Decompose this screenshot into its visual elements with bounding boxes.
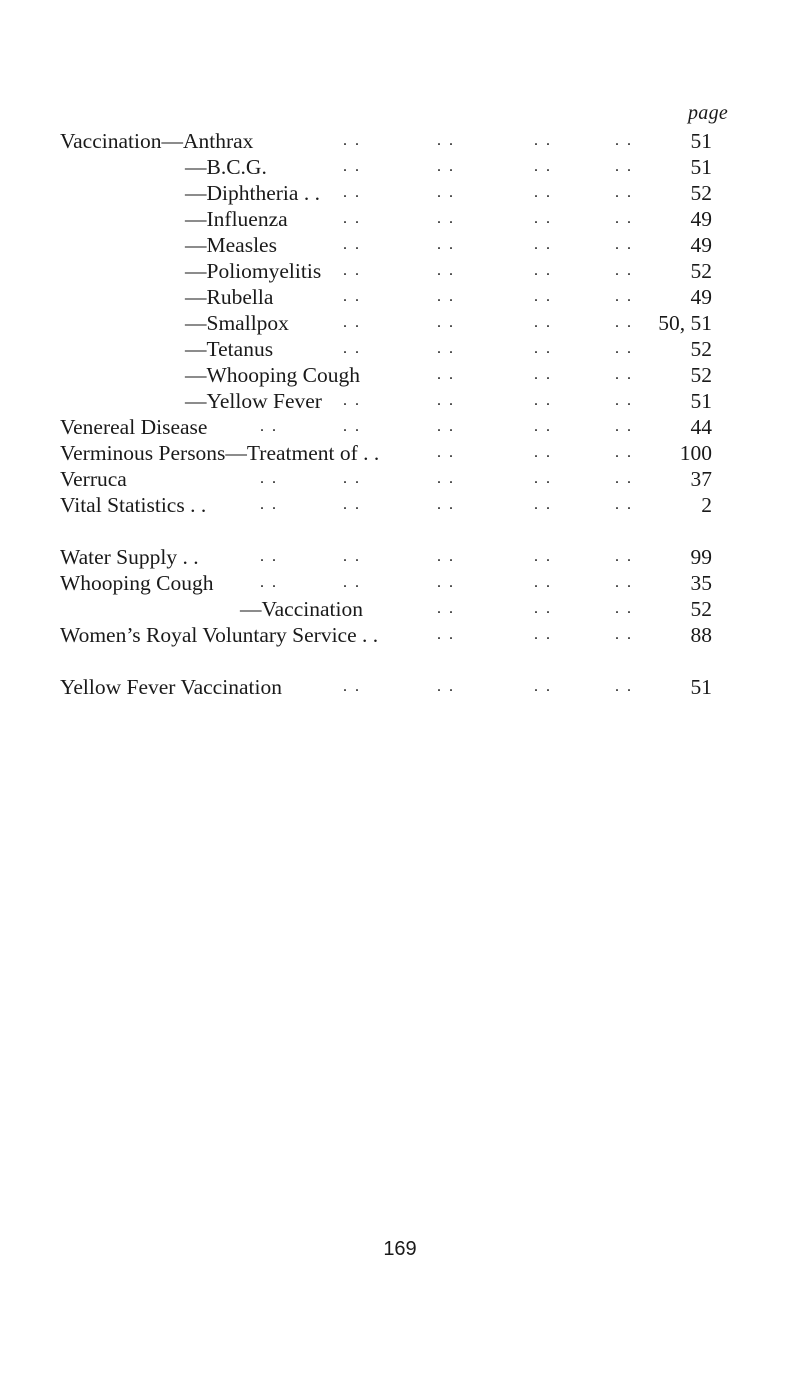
index-entry <box>60 388 712 414</box>
index-entry <box>60 336 712 362</box>
dot-leaders: . . . . . . . . . . <box>260 470 633 487</box>
index-entry <box>60 596 712 622</box>
index-entry <box>60 622 712 648</box>
index-term: —Vaccination <box>240 597 363 621</box>
index-entry <box>60 284 712 310</box>
index-entry <box>60 206 712 232</box>
dot-leaders: . . . . . . . . <box>343 314 633 331</box>
page-reference: 52 <box>690 363 712 387</box>
index-term: —Tetanus <box>185 337 274 361</box>
index-entry <box>60 544 712 570</box>
dot-leaders: . . . . . . . . <box>343 158 633 175</box>
index-entry <box>60 258 712 284</box>
dot-leaders: . . . . . . . . <box>343 210 633 227</box>
index-entry <box>60 232 712 258</box>
dot-leaders: . . . . . . <box>437 600 633 617</box>
section-spacer <box>60 518 712 544</box>
page-reference: 51 <box>690 675 712 699</box>
page-reference: 49 <box>690 233 712 257</box>
index-term: —Smallpox <box>185 311 289 335</box>
dot-leaders: . . . . . . . . <box>343 392 633 409</box>
dot-leaders: . . . . . . . . <box>343 288 633 305</box>
page-reference: 52 <box>690 259 712 283</box>
index-term: Women’s Royal Voluntary Service . . <box>60 623 379 647</box>
dot-leaders: . . . . . . . . <box>343 184 633 201</box>
page-reference: 35 <box>690 571 712 595</box>
index-list <box>60 128 712 700</box>
dot-leaders: . . . . . . <box>437 444 633 461</box>
page-reference: 88 <box>690 623 712 647</box>
page-reference: 50, 51 <box>658 311 712 335</box>
index-term: —Diphtheria . . <box>185 181 320 205</box>
dot-leaders: . . . . . . . . <box>343 236 633 253</box>
page-reference: 52 <box>690 337 712 361</box>
dot-leaders: . . . . . . . . . . <box>260 418 633 435</box>
index-entry <box>60 154 712 180</box>
dot-leaders: . . . . . . . . . . <box>260 574 633 591</box>
index-term: —Influenza <box>185 207 288 231</box>
index-entry <box>60 440 712 466</box>
index-term: Vaccination—Anthrax <box>60 129 254 153</box>
page-reference: 44 <box>690 415 712 439</box>
dot-leaders: . . . . . . . . <box>343 340 633 357</box>
page-column-label: page <box>688 102 729 124</box>
page-reference: 49 <box>690 207 712 231</box>
page-reference: 37 <box>690 467 712 491</box>
index-entry <box>60 310 712 336</box>
page-reference: 100 <box>679 441 712 465</box>
index-entry <box>60 362 712 388</box>
index-term: Water Supply . . <box>60 545 199 569</box>
index-term: Verruca <box>60 467 127 491</box>
index-entry <box>60 466 712 492</box>
page-reference: 49 <box>690 285 712 309</box>
page-reference: 52 <box>690 597 712 621</box>
index-term: Whooping Cough <box>60 571 214 595</box>
index-entry <box>60 414 712 440</box>
page-number: 169 <box>383 1238 417 1260</box>
index-term: —Measles <box>185 233 277 257</box>
index-term: Venereal Disease <box>60 415 208 439</box>
dot-leaders: . . . . . . . . <box>343 132 633 149</box>
dot-leaders: . . . . . . . . <box>343 262 633 279</box>
index-entry <box>60 674 712 700</box>
index-term: —Rubella <box>185 285 274 309</box>
page-reference: 51 <box>690 389 712 413</box>
index-entry <box>60 128 712 154</box>
index-term: Yellow Fever Vaccination <box>60 675 282 699</box>
dot-leaders: . . . . . . . . <box>343 678 633 695</box>
dot-leaders: . . . . . . . . . . <box>260 548 633 565</box>
index-term: —Yellow Fever <box>185 389 322 413</box>
index-term: —Poliomyelitis <box>185 259 322 283</box>
index-entry <box>60 492 712 518</box>
page-reference: 52 <box>690 181 712 205</box>
dot-leaders: . . . . . . <box>437 626 633 643</box>
index-term: —Whooping Cough <box>185 363 360 387</box>
page-reference: 2 <box>701 493 712 517</box>
index-term: Verminous Persons—Treatment of . . <box>60 441 380 465</box>
index-entry <box>60 570 712 596</box>
page-reference: 51 <box>690 155 712 179</box>
index-term: —B.C.G. <box>185 155 267 179</box>
page-reference: 99 <box>690 545 712 569</box>
dot-leaders: . . . . . . <box>437 366 633 383</box>
section-spacer <box>60 648 712 674</box>
index-entry <box>60 180 712 206</box>
page-reference: 51 <box>690 129 712 153</box>
index-term: Vital Statistics . . <box>60 493 207 517</box>
dot-leaders: . . . . . . . . . . <box>260 496 633 513</box>
